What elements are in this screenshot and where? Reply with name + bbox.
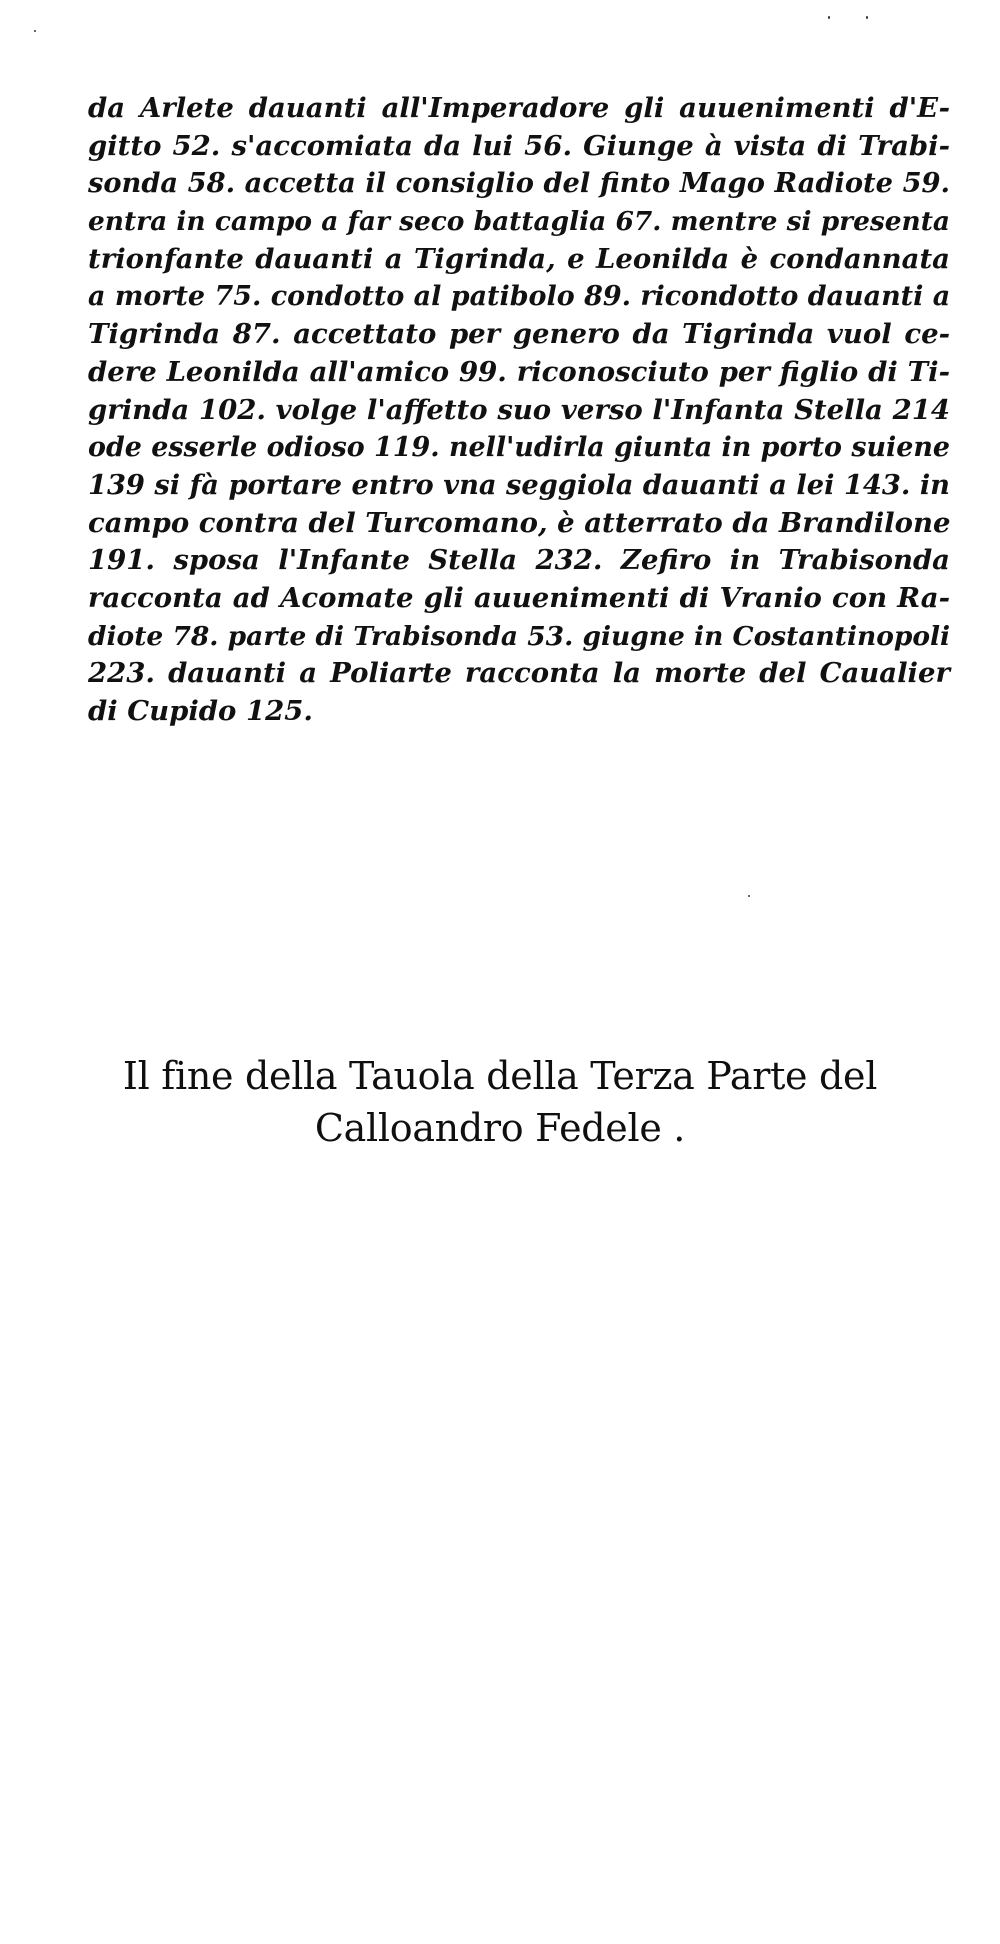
index-line: di Cupido 125. [88,695,313,727]
index-line: a morte 75. condotto al patibolo 89. ricondotto dauanti a [88,281,951,313]
index-line: racconta ad Acomate gli auuenimenti di Vranio con Ra- [88,581,950,614]
index-line: ode esserle odioso 119. nell'udirla giunta in porto suiene [88,432,951,464]
index-line: dere Leonilda all'amico 99. riconosciuto per figlio di Ti- [88,355,950,388]
index-line: diote 78. parte di Trabisonda 53. giugne in Costantinopoli [88,620,951,652]
print-speck [828,16,830,19]
print-speck [866,16,868,19]
closing-title-line: Calloandro Fedele . [314,1106,686,1150]
print-speck [748,895,750,897]
closing-colophon [0,1050,1000,1154]
index-entry [88,90,950,731]
index-line: 223. dauanti a Poliarte racconta la morte del Caualier [88,657,950,690]
index-line: 139 si fà portare entro vna seggiola dauanti a lei 143. in [88,468,950,501]
index-line: entra in campo a far seco battaglia 67. mentre si presenta [88,206,950,238]
closing-title-line: Il fine della Tauola della Terza Parte del [122,1054,878,1098]
index-line: da Arlete dauanti all'Imperadore gli auuenimenti d'E- [88,92,950,124]
index-line: grinda 102. volge l'affetto suo verso l'Infanta Stella 214 [88,393,950,426]
index-line: Tigrinda 87. accettato per genero da Tigrinda vuol ce- [88,318,950,351]
index-line: trionfante dauanti a Tigrinda, e Leonilda è condannata [88,242,950,275]
index-line: gitto 52. s'accomiata da lui 56. Giunge à vista di Trabi- [88,129,950,162]
print-speck [34,30,36,32]
index-line: sonda 58. accetta il consiglio del finto Mago Radiote 59. [88,167,950,200]
index-line: 191. sposa l'Infante Stella 232. Zefiro in Trabisonda [88,544,950,577]
index-line: campo contra del Turcomano, è atterrato da Brandilone [88,506,951,539]
